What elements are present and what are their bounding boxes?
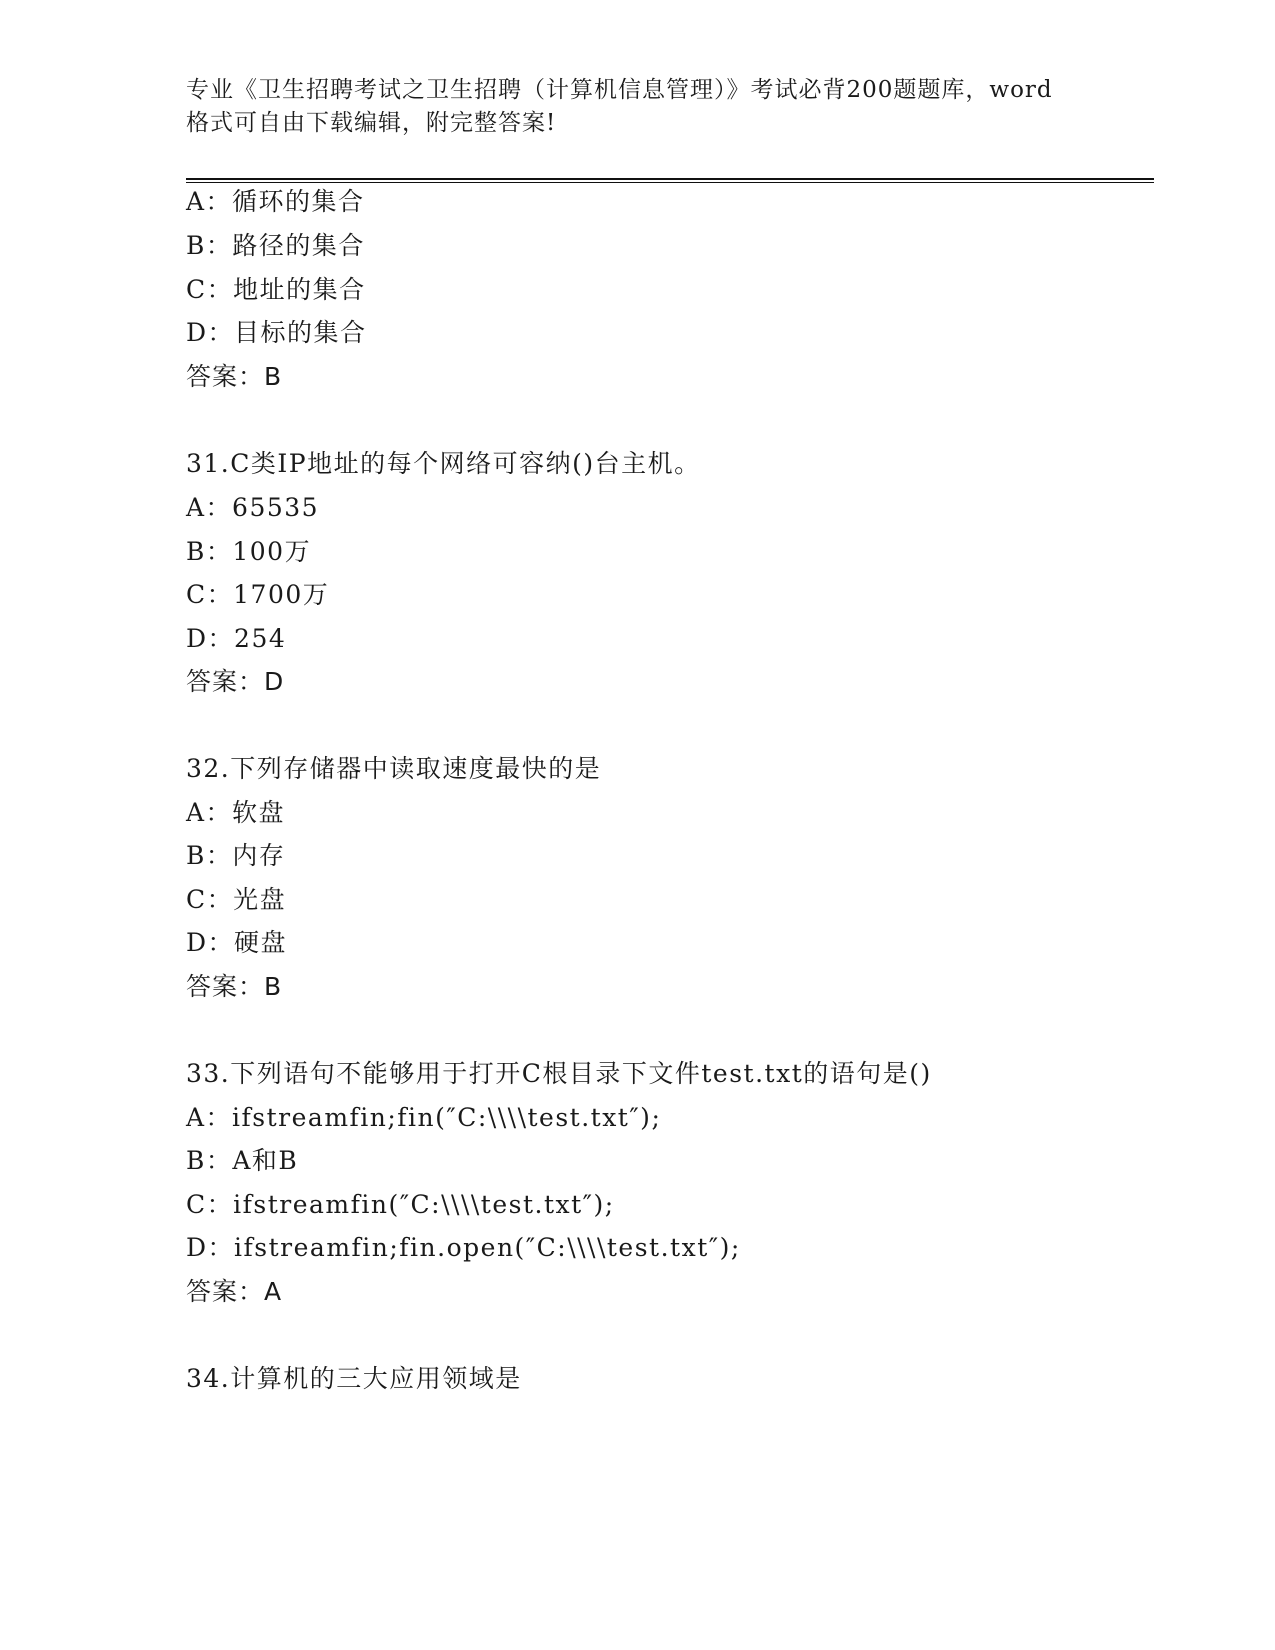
header-line-2: 格式可自由下载编辑，附完整答案! [186,110,557,136]
q31-option-d: D：254 [186,624,287,653]
q32-option-b: B：内存 [186,841,286,870]
header-line-1: 专业《卫生招聘考试之卫生招聘（计算机信息管理）》考试必背200题题库，word [186,77,1053,103]
q33-question: 33.下列语句不能够用于打开C根目录下文件test.txt的语句是() [186,1059,932,1088]
q34-question: 34.计算机的三大应用领域是 [186,1364,522,1393]
q31-option-c: C：1700万 [186,580,330,609]
q30-option-b: B：路径的集合 [186,231,365,260]
q30-answer: 答案：B [186,362,283,391]
q32-question: 32.下列存储器中读取速度最快的是 [186,754,602,783]
q33-option-a: A：ifstreamfin;fin(″C:\\\\test.txt″); [186,1103,662,1132]
q31-option-a: A：65535 [186,493,320,522]
q31-option-b: B：100万 [186,537,312,566]
document-page [186,0,1154,1650]
q30-option-a: A：循环的集合 [186,187,365,216]
document-header [186,74,1086,140]
q30-option-d: D：目标的集合 [186,318,367,347]
q33-option-c: C：ifstreamfin(″C:\\\\test.txt″); [186,1190,615,1219]
q33-option-b: B：A和B [186,1146,299,1175]
q30-option-c: C：地址的集合 [186,275,366,304]
q33-answer: 答案：A [186,1277,283,1306]
header-divider [186,178,1154,183]
q31-answer: 答案：D [186,667,285,696]
q32-option-d: D：硬盘 [186,928,288,957]
q32-option-c: C：光盘 [186,885,287,914]
q32-answer: 答案：B [186,972,283,1001]
q33-option-d: D：ifstreamfin;fin.open(″C:\\\\test.txt″); [186,1233,741,1262]
q31-question: 31.C类IP地址的每个网络可容纳()台主机。 [186,449,701,478]
q32-option-a: A：软盘 [186,798,286,827]
